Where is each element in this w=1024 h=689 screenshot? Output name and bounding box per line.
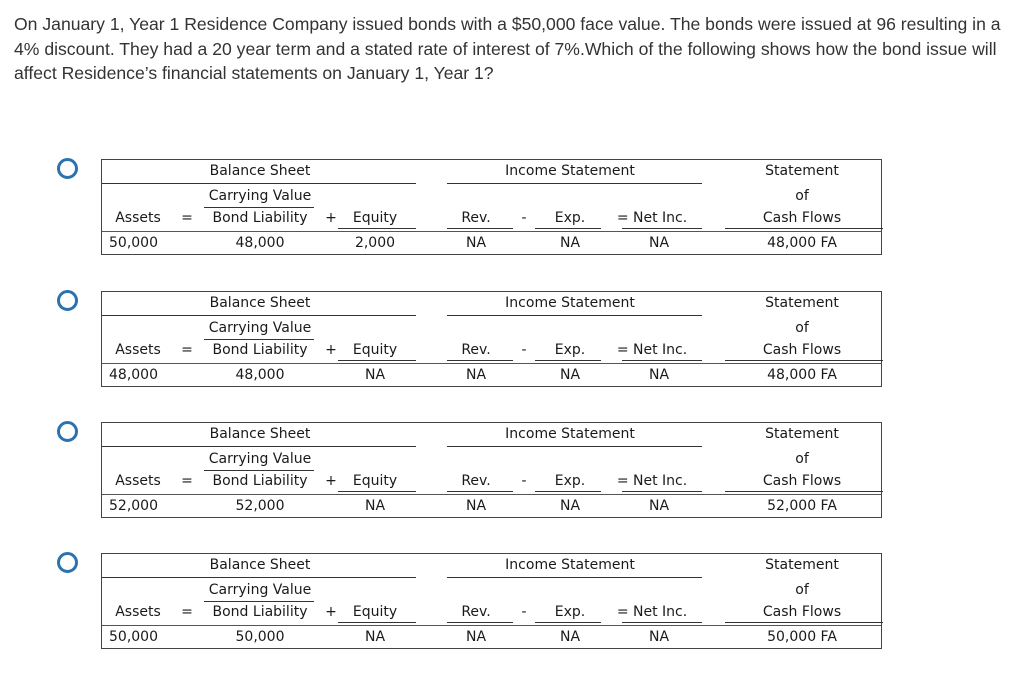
equity-header: Equity — [352, 342, 398, 358]
header-underline — [447, 577, 702, 578]
data-row-divider — [102, 494, 881, 495]
rev-header: Rev. — [461, 604, 491, 620]
bond-liability-header: Bond Liability — [212, 604, 308, 620]
cash-flows-underline — [725, 360, 883, 361]
carrying-value-label: Carrying Value — [208, 582, 312, 598]
carrying-value-underline — [204, 339, 314, 340]
assets-header: Assets — [115, 210, 161, 226]
header-underline — [447, 183, 702, 184]
plus-sign: + — [325, 210, 337, 226]
cash-flows-value: 50,000 FA — [767, 629, 837, 645]
equity-underline — [338, 360, 416, 361]
data-row-divider — [102, 625, 881, 626]
financial-statement-table — [101, 291, 882, 387]
rev-header: Rev. — [461, 473, 491, 489]
equity-value: NA — [364, 498, 386, 514]
net-inc-underline — [622, 622, 702, 623]
bond-liability-value: 52,000 — [235, 498, 285, 514]
balance-sheet-header: Balance Sheet — [209, 163, 311, 179]
income-statement-header: Income Statement — [505, 163, 635, 179]
exp-underline — [535, 491, 601, 492]
balance-sheet-header: Balance Sheet — [209, 295, 311, 311]
net-inc-value: NA — [648, 235, 670, 251]
rev-value: NA — [465, 235, 487, 251]
equity-header: Equity — [352, 473, 398, 489]
of-label: of — [795, 451, 809, 467]
bond-liability-header: Bond Liability — [212, 210, 308, 226]
data-row-divider — [102, 363, 881, 364]
assets-value: 50,000 — [109, 629, 158, 645]
statement-header: Statement — [765, 163, 839, 179]
assets-value: 52,000 — [109, 498, 158, 514]
equity-header: Equity — [352, 210, 398, 226]
rev-header: Rev. — [461, 342, 491, 358]
statement-header: Statement — [765, 426, 839, 442]
radio-button[interactable] — [57, 158, 78, 179]
equity-underline — [338, 228, 416, 229]
data-row-divider — [102, 231, 881, 232]
exp-value: NA — [559, 498, 581, 514]
equity-value: 2,000 — [354, 235, 396, 251]
rev-value: NA — [465, 498, 487, 514]
equals-sign: = — [181, 473, 193, 489]
carrying-value-label: Carrying Value — [208, 188, 312, 204]
question-text: On January 1, Year 1 Residence Company issued bonds with a $50,000 face value. The bonds were issued at 96 resulting in a 4% discount. They had a 20 year term and a stated rate of interest of 7%.Which of the following shows how the bond issue will affect Residence’s financial statements on January 1, Year 1? — [14, 14, 1001, 83]
header-underline — [102, 183, 416, 184]
rev-underline — [447, 228, 513, 229]
answer-option-3[interactable] — [0, 413, 1024, 523]
exp-underline — [535, 228, 601, 229]
equity-underline — [338, 622, 416, 623]
of-label: of — [795, 188, 809, 204]
answer-option-2[interactable] — [0, 282, 1024, 392]
rev-value: NA — [465, 629, 487, 645]
net-inc-header: = Net Inc. — [616, 210, 688, 226]
assets-header: Assets — [115, 604, 161, 620]
bond-liability-value: 50,000 — [235, 629, 285, 645]
exp-underline — [535, 622, 601, 623]
cash-flows-header: Cash Flows — [762, 473, 842, 489]
statement-header: Statement — [765, 557, 839, 573]
net-inc-header: = Net Inc. — [616, 342, 688, 358]
radio-button[interactable] — [57, 552, 78, 573]
carrying-value-underline — [204, 601, 314, 602]
equity-underline — [338, 491, 416, 492]
cash-flows-underline — [725, 622, 883, 623]
net-inc-value: NA — [648, 367, 670, 383]
header-underline — [102, 577, 416, 578]
header-underline — [102, 446, 416, 447]
financial-statement-table — [101, 553, 882, 649]
assets-value: 50,000 — [109, 235, 158, 251]
assets-header: Assets — [115, 342, 161, 358]
bond-liability-value: 48,000 — [235, 367, 285, 383]
statement-header: Statement — [765, 295, 839, 311]
income-statement-header: Income Statement — [505, 295, 635, 311]
financial-statement-table — [101, 159, 882, 255]
exp-value: NA — [559, 367, 581, 383]
of-label: of — [795, 320, 809, 336]
net-inc-underline — [622, 228, 702, 229]
exp-header: Exp. — [554, 210, 586, 226]
plus-sign: + — [325, 473, 337, 489]
minus-sign: - — [521, 210, 527, 226]
net-inc-underline — [622, 491, 702, 492]
carrying-value-underline — [204, 207, 314, 208]
rev-value: NA — [465, 367, 487, 383]
header-underline — [447, 315, 702, 316]
cash-flows-value: 48,000 FA — [767, 235, 837, 251]
exp-header: Exp. — [554, 473, 586, 489]
equity-header: Equity — [352, 604, 398, 620]
header-underline — [102, 315, 416, 316]
financial-statement-table — [101, 422, 882, 518]
bond-liability-value: 48,000 — [235, 235, 285, 251]
cash-flows-underline — [725, 491, 883, 492]
net-inc-underline — [622, 360, 702, 361]
minus-sign: - — [521, 473, 527, 489]
balance-sheet-header: Balance Sheet — [209, 426, 311, 442]
equals-sign: = — [181, 604, 193, 620]
equals-sign: = — [181, 210, 193, 226]
carrying-value-underline — [204, 470, 314, 471]
assets-value: 48,000 — [109, 367, 158, 383]
carrying-value-label: Carrying Value — [208, 320, 312, 336]
net-inc-header: = Net Inc. — [616, 473, 688, 489]
income-statement-header: Income Statement — [505, 557, 635, 573]
cash-flows-value: 52,000 FA — [767, 498, 837, 514]
answer-option-4[interactable] — [0, 544, 1024, 654]
equity-value: NA — [364, 629, 386, 645]
of-label: of — [795, 582, 809, 598]
cash-flows-header: Cash Flows — [762, 210, 842, 226]
net-inc-value: NA — [648, 498, 670, 514]
bond-liability-header: Bond Liability — [212, 473, 308, 489]
plus-sign: + — [325, 604, 337, 620]
rev-header: Rev. — [461, 210, 491, 226]
balance-sheet-header: Balance Sheet — [209, 557, 311, 573]
radio-button[interactable] — [57, 421, 78, 442]
cash-flows-header: Cash Flows — [762, 604, 842, 620]
minus-sign: - — [521, 342, 527, 358]
answer-option-1[interactable] — [0, 150, 1024, 260]
exp-underline — [535, 360, 601, 361]
header-underline — [447, 446, 702, 447]
exp-header: Exp. — [554, 604, 586, 620]
rev-underline — [447, 622, 513, 623]
bond-liability-header: Bond Liability — [212, 342, 308, 358]
plus-sign: + — [325, 342, 337, 358]
assets-header: Assets — [115, 473, 161, 489]
cash-flows-header: Cash Flows — [762, 342, 842, 358]
exp-value: NA — [559, 629, 581, 645]
minus-sign: - — [521, 604, 527, 620]
cash-flows-underline — [725, 228, 883, 229]
rev-underline — [447, 491, 513, 492]
cash-flows-value: 48,000 FA — [767, 367, 837, 383]
carrying-value-label: Carrying Value — [208, 451, 312, 467]
equals-sign: = — [181, 342, 193, 358]
net-inc-header: = Net Inc. — [616, 604, 688, 620]
exp-header: Exp. — [554, 342, 586, 358]
exp-value: NA — [559, 235, 581, 251]
equity-value: NA — [364, 367, 386, 383]
net-inc-value: NA — [648, 629, 670, 645]
radio-button[interactable] — [57, 290, 78, 311]
income-statement-header: Income Statement — [505, 426, 635, 442]
rev-underline — [447, 360, 513, 361]
